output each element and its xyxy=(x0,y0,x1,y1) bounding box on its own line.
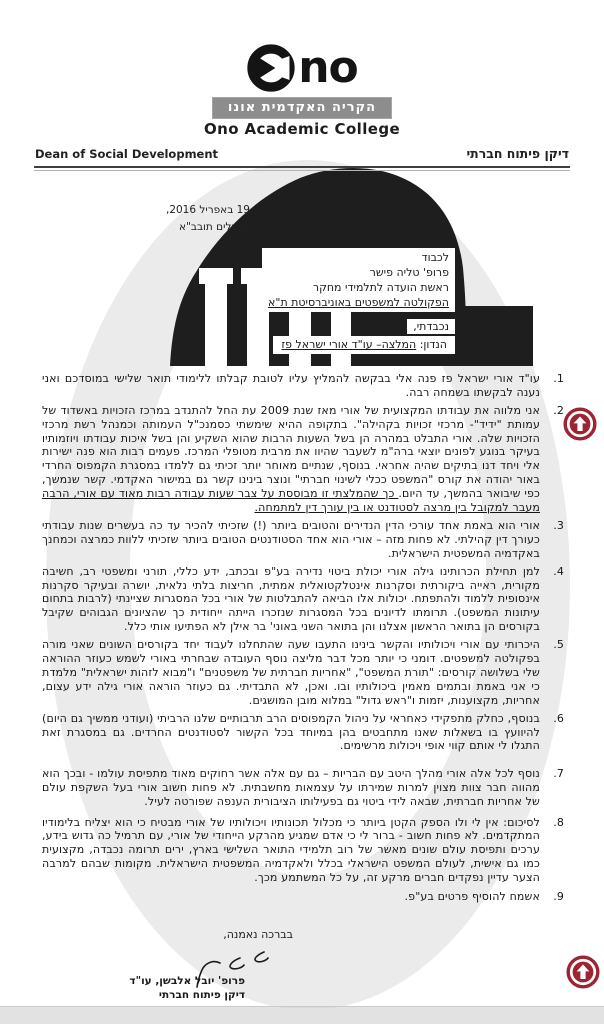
paragraph-text: אשמח להוסיף פרטים בע"פ. xyxy=(404,889,540,903)
paragraph-number: 5. xyxy=(553,638,564,652)
paragraph-number: 9. xyxy=(553,889,564,903)
masthead-title-he: דיקן פיתוח חברתי xyxy=(466,146,569,161)
paragraph-number: 7. xyxy=(553,767,564,781)
recipient-faculty: הפקולטה למשפטים באוניברסיטת ת"א xyxy=(268,296,449,309)
scroll-top-button-upper[interactable] xyxy=(563,407,597,441)
ono-o-mark-icon xyxy=(246,43,296,93)
closing: בברכה נאמנה, xyxy=(223,928,293,941)
paragraph xyxy=(42,712,564,753)
ono-logo xyxy=(0,40,604,138)
paragraph-text: למן תחילת הכרותינו גילה אורי יכולת ביטוי נדירה בע"פ ובכתב, ידע כללי, תורני ומשפטי רב, חשיבה מקורית, ראייה ביקורתית וסקרנות אינטלקטואלית אמתית, חריצות בלתי נלאית, יושרה ובעיקר סקרנות אינסופית ללמוד ולהתפתח. יכולות אלו הביאה להתבלטות של אורי בכל המסגרות שציינתי (לרבות בתחום עיתונות המשפט). תרומתו לדיונים בכל המסגרות שנזכרו הייתה ייחודית כך שהציונים הגבוהים שקיבל בקורסים הן בתואר הראשון אצלנו והן בתואר השני באוני' בר אילן לא הפתיעו אותי כלל. xyxy=(42,564,540,634)
paragraph xyxy=(42,767,564,808)
arrow-up-circle-icon xyxy=(563,407,597,441)
paragraph-text: עו"ד אורי ישראל פז פנה אלי בבקשה להמליץ עליו לטובת קבלתו ללימודי תואר שלישי במוסדכם ואני נענה לבקשתו בשמחה רבה. xyxy=(42,372,540,399)
paragraph xyxy=(42,565,564,634)
arrow-up-circle-icon xyxy=(566,955,600,989)
subject-text: המלצה– עו"ד אורי ישראל פז xyxy=(281,338,417,351)
bottom-scan-line xyxy=(0,1006,604,1008)
signer-block xyxy=(95,974,245,1002)
masthead-rule xyxy=(34,166,570,168)
recipient-honorific: לכבוד xyxy=(421,251,449,264)
paragraph-number: 1. xyxy=(553,372,564,385)
signer-name: פרופ' יובל אלבשן, עו"ד xyxy=(129,975,245,987)
paragraph-text: לסיכום: אין לי ולו הספק הקטן ביותר כי מכלול תכונותיו ויכולותיו של אורי מבטיח כי הוא יצליח בלימודיו המתקדמים. לא פחות חשוב - ברור לי כי אדם שמגיע מהרקע הייחודי של אורי, עם תרמיל כה גדוש בידע, ערכים ותפיסת עולם שונים מאשר של רוב תלמידי התואר השלישי בארץ, ירים תרומה נכבדה, מקצועית כמו גם אישית, לעולם המשפט הישראלי בכלל ולאקדמיה המשפטית הישראלית. מקומות שבהם למרבה הצער עדיין נפקדים חברים מרקע זה, על כל המשתמע מכך. xyxy=(42,815,540,884)
logo-wordmark-text: no xyxy=(298,42,358,93)
paragraph-text: אני מלווה את עבודתו המקצועית של אורי מאז שנת 2009 עת החל להתנדב במרכז הזכויות באשדוד של עמותת "ידיד"- מרכזי זכויות בקהילה". בתקופה ההיא שימשתי כסמנכ"ל העמותה וכמנהל רשת מרכזי הזכויות שלה. אורי התבלט במהרה הן בשל השעות הרבות שהוא השקיע והן בשל איכות עבודתו ויוזמותיו בעיקר בנוגע לפונים יוצאי ברה"מ לשעבר שהיוו את מרבית מטופלי המרכז. פעמים רבות הוא פנה ישירות אלי ויחד דנו בתיקים שהיה אחראי. בנוסף, שנתיים מאוחר יותר זכיתי גם ללמדו במסגרת הקמפוס החרדי באור יהודה את קורס "המשפט ככלי לשינוי חברתי" ונוצר בינינו קשר גם במישור האקדמי. קשר שנמשך, כפי שיבואר בהמשך, עד היום. xyxy=(42,404,540,500)
logo-college-name: Ono Academic College xyxy=(203,120,401,138)
scroll-top-button-lower[interactable] xyxy=(566,955,600,989)
salutation: נכבדתי, xyxy=(407,319,455,334)
paragraph-number: 8. xyxy=(553,815,564,829)
signer-title: דיקן פיתוח חברתי xyxy=(158,989,245,1001)
paragraph-number: 4. xyxy=(553,564,564,578)
paragraph-number: 2. xyxy=(553,404,564,418)
recipient-role: ראשת הועדה לתלמידי מחקר xyxy=(312,281,449,294)
masthead-title-en: Dean of Social Development xyxy=(35,147,219,161)
bottom-scan-band xyxy=(0,1008,604,1024)
paragraph xyxy=(42,372,564,400)
subject-line xyxy=(273,336,455,354)
paragraph-number: 6. xyxy=(553,711,564,725)
paragraph xyxy=(42,519,564,560)
paragraph xyxy=(42,638,564,707)
paragraph-list xyxy=(42,372,564,908)
paragraph-text: בנוסף, כחלק מתפקידי כאחראי על ניהול הקמפוסים הרב תרבותיים שלנו הרביתי (ועודני ממשיך גם היום) להיוועץ בו בשאלות שאנו מתחבטים בהן במיוחד בכל הקשור לסטודנטים החרדים. גם במסגרת זאת התגלו לי אותם קווי אופי ויכולות מרשימים. xyxy=(42,711,540,753)
paragraph xyxy=(42,816,564,885)
paragraph-number: 3. xyxy=(553,518,564,532)
recipient-block xyxy=(262,248,455,312)
recipient-name: פרופ' טליה פישר xyxy=(369,266,449,279)
subject-label: הנדון: xyxy=(416,338,447,351)
dateline xyxy=(166,202,250,236)
masthead-rule-thin xyxy=(34,170,570,171)
paragraph-underlined-text: כך שהמלצתי זו מבוססת על צבר שעות עבודה רבות מאוד עם אורי, הרבה מעבר למקובל בין מרצה לסטודנט או בין עורך דין למתמחה. xyxy=(42,486,540,514)
date-line: 19 באפריל 2016, xyxy=(165,204,250,216)
paragraph-text: נוסף לכל אלה אורי מהלך היטב עם הבריות – גם עם אלה אשר רחוקים מאוד מתפיסת עולמו - ובכך הוא מהווה חבר צוות מצוין למרות שמירתו על עצמאות מחשבתית. לא פחות חשוב אורי בעל השקפת עולם של אחריות חברתית, שבאה לידי ביטוי גם בפעילותו הציבורית הענפה שפורטה לעיל. xyxy=(42,767,540,808)
logo-banner-hebrew: הקריה האקדמית אונו xyxy=(213,98,391,118)
paragraph-text: היכרותי עם אורי ויכולותיו והקשר בינינו התעבו שעה שהתחלנו לעבוד יחד בקורסים השונים שאני מורה בפקולטה למשפטים. דומני כי יותר מכל דבר מליצה נוסף העובדה שבחרתי באורי לשמש כעוזר ההוראה שלי בשלושה קורסים: "תורת המשפט", "אחריות חברתית של משפטנים" ו"מבוא לזהות ישראלית" מלמדת כי אני באמת ובתמים מאמין ביכולותיו ובו. ואכן, לא התבדיתי. גם כעוזר הוראה אורי גילה ידע עצום, אחריות, מקצוענות, יזמות ו"ראש גדול" במלוא מובן המושגים. xyxy=(42,638,540,707)
masthead xyxy=(0,146,604,161)
paragraph xyxy=(42,404,564,514)
paragraph xyxy=(42,890,564,904)
logo-wordmark xyxy=(0,40,604,96)
paragraph-text: אורי הוא באמת אחד עורכי הדין הנדירים והטובים ביותר (!) שזכיתי להכיר עד כה בעשרים שנות עבודתי כעורך דין קהילתי. לא פחות מזה – אורי הוא אחד הסטודנטים הטובים ביותר שזכיתי ללוות כמרצה וכמחנך באקדמיה המשפטית הישראלית. xyxy=(42,518,540,560)
place-line: ירושלים תובב"א xyxy=(179,221,250,233)
